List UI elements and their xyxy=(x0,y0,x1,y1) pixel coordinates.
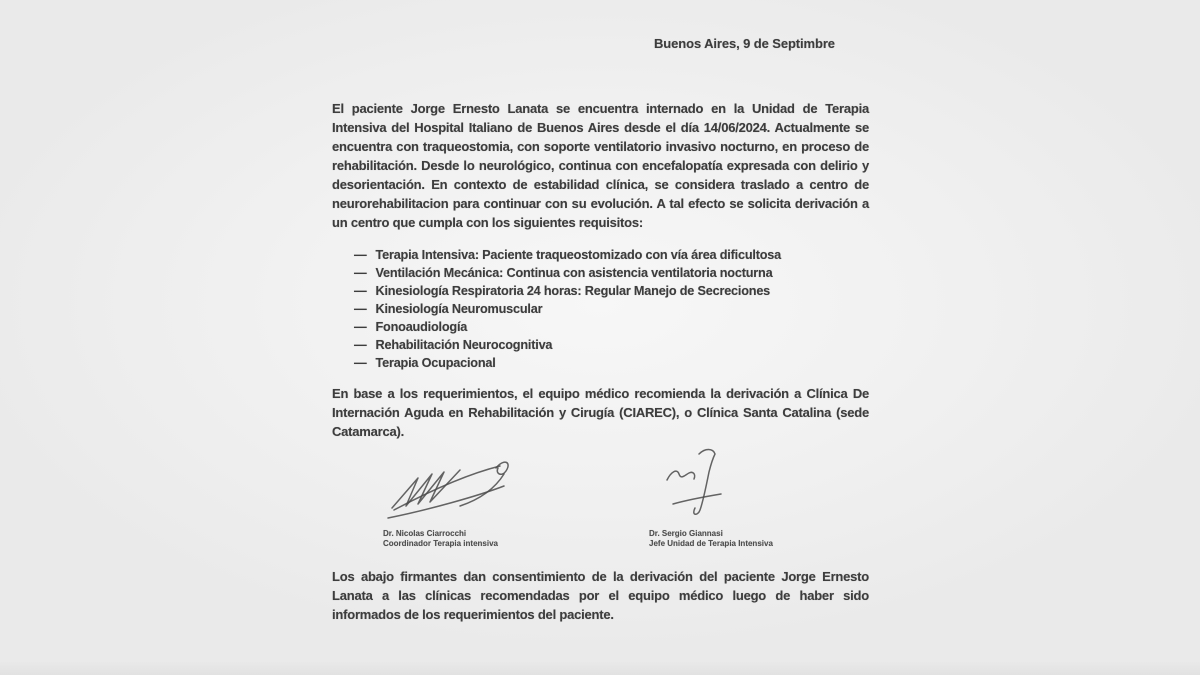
requirement-text: Fonoaudiología xyxy=(375,320,468,334)
requirement-item xyxy=(332,264,869,282)
requirement-text: Kinesiología Respiratoria 24 horas: Regular Manejo de Secreciones xyxy=(375,284,771,298)
bullet-dash: — xyxy=(354,284,367,298)
requirement-text: Terapia Intensiva: Paciente traqueostomizado con vía área dificultosa xyxy=(375,248,781,262)
requirement-item xyxy=(332,318,869,336)
bullet-dash: — xyxy=(354,356,367,370)
frame-bottom-band xyxy=(0,662,1200,675)
requirement-text: Terapia Ocupacional xyxy=(375,356,496,370)
signer-name: Dr. Nicolas Ciarrocchi xyxy=(383,529,467,538)
consent-paragraph: Los abajo firmantes dan consentimiento de la derivación del paciente Jorge Ernesto Lanata a las clínicas recomendadas por el equipo médico luego de haber sido informados de los requerimientos del paciente. xyxy=(332,569,869,622)
handwritten-signature-right xyxy=(655,442,735,524)
bullet-dash: — xyxy=(354,248,367,262)
requirement-text: Kinesiología Neuromuscular xyxy=(375,302,543,316)
requirement-item xyxy=(332,300,869,318)
requirements-list xyxy=(332,246,869,372)
bullet-dash: — xyxy=(354,338,367,352)
signer-name: Dr. Sergio Giannasi xyxy=(649,529,723,538)
requirement-item xyxy=(332,354,869,372)
requirement-item xyxy=(332,246,869,264)
bullet-dash: — xyxy=(354,266,367,280)
signer-title: Jefe Unidad de Terapia Intensiva xyxy=(649,538,773,548)
recommendation-paragraph: En base a los requerimientos, el equipo médico recomienda la derivación a Clínica De Internación Aguda en Rehabilitación y Cirugía (CIAREC), o Clínica Santa Catalina (sede Catamarca). xyxy=(332,386,869,439)
signer-title: Coordinador Terapia intensiva xyxy=(383,538,498,548)
signature-block-left xyxy=(383,529,498,548)
date-line: Buenos Aires, 9 de Septimbre xyxy=(654,36,835,51)
requirement-item xyxy=(332,282,869,300)
requirement-text: Ventilación Mecánica: Continua con asistencia ventilatoria nocturna xyxy=(375,266,773,280)
handwritten-signature-left xyxy=(378,444,530,528)
bullet-dash: — xyxy=(354,302,367,316)
signature-block-right xyxy=(649,529,773,548)
requirement-item xyxy=(332,336,869,354)
bullet-dash: — xyxy=(354,320,367,334)
requirement-text: Rehabilitación Neurocognitiva xyxy=(375,338,553,352)
intro-paragraph: El paciente Jorge Ernesto Lanata se encuentra internado en la Unidad de Terapia Intensiva del Hospital Italiano de Buenos Aires desde el día 14/06/2024. Actualmente se encuentra con traqueostomia, con soporte ventilatorio invasivo nocturno, en proceso de rehabilitación. Desde lo neurológico, continua con encefalopatía expresada con delirio y desorientación. En contexto de estabilidad clínica, se considera traslado a centro de neurorehabilitacion para continuar con su evolución. A tal efecto se solicita derivación a un centro que cumpla con los siguientes requisitos: xyxy=(332,101,869,230)
